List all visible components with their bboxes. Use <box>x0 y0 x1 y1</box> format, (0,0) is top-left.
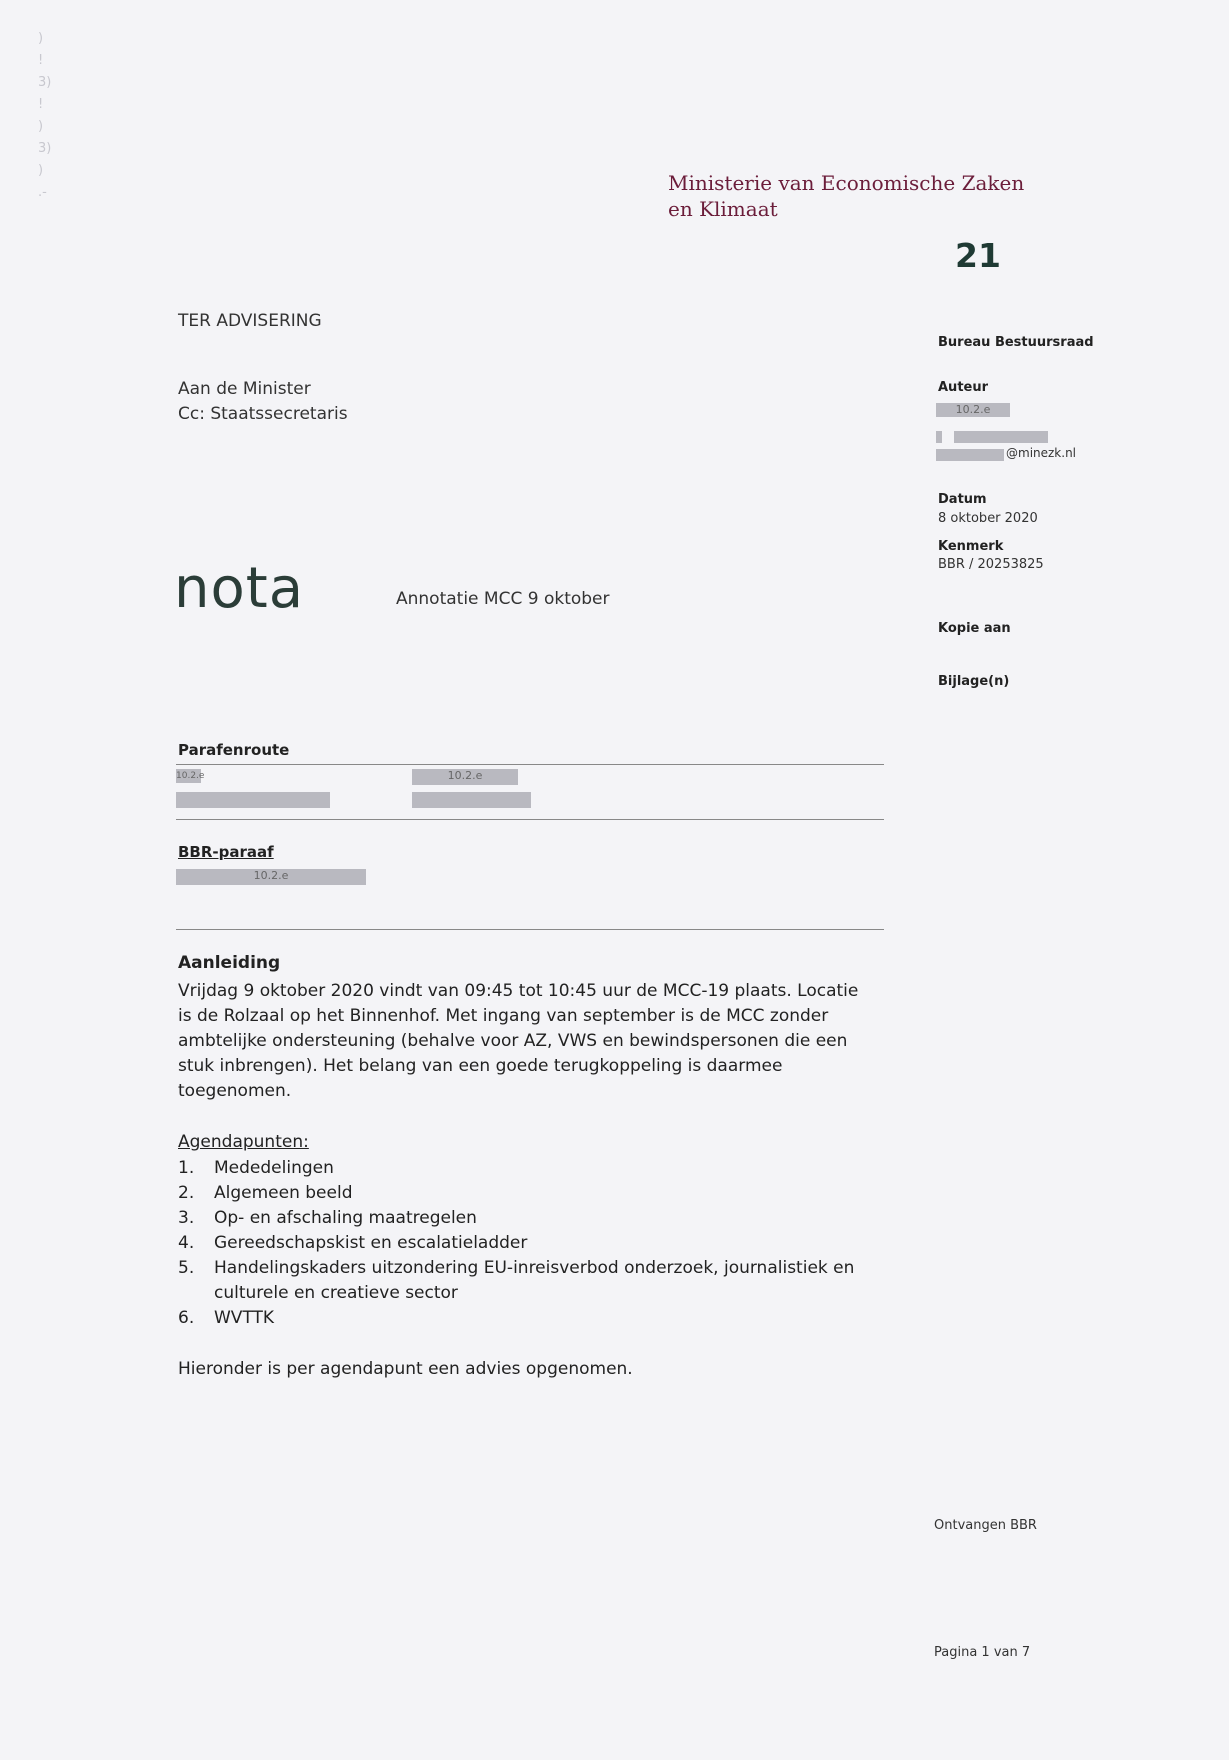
intro-line: stuk inbrengen). Het belang van een goede terugkoppeling is daarmee <box>178 1056 783 1076</box>
received-stamp: Ontvangen BBR <box>934 1518 1037 1533</box>
agenda-item-text: Mededelingen <box>214 1158 334 1178</box>
agenda-item-number: 6. <box>178 1308 195 1328</box>
sidebar-ref-value: BBR / 20253825 <box>938 557 1044 572</box>
ministry-name <box>668 170 1024 222</box>
divider <box>176 764 884 765</box>
intro-line: Vrijdag 9 oktober 2020 vindt van 09:45 tot 10:45 uur de MCC-19 plaats. Locatie <box>178 981 859 1001</box>
redaction-block <box>936 449 1004 461</box>
bbr-redaction: 10.2.e <box>176 869 366 885</box>
agenda-item-text: Handelingskaders uitzondering EU-inreisverbod onderzoek, journalistiek en culturele en creatieve sector <box>214 1258 855 1303</box>
advice-label: TER ADVISERING <box>178 311 322 331</box>
agenda-item <box>178 1306 898 1331</box>
redaction-block <box>936 431 942 443</box>
addressee-to: Aan de Minister <box>178 379 311 399</box>
sidebar-date-label: Datum <box>938 492 987 507</box>
intro-line: ambtelijke ondersteuning (behalve voor AZ, VWS en bewindspersonen die een <box>178 1031 848 1051</box>
agenda-item <box>178 1231 898 1256</box>
route-redaction-small: 10.2.e <box>176 771 205 781</box>
agenda-item <box>178 1181 898 1206</box>
agenda-item-number: 3. <box>178 1208 195 1228</box>
initials-route-label: Parafenroute <box>178 741 290 759</box>
ministry-line-1: Ministerie van Economische Zaken <box>668 171 1025 195</box>
agenda-item-number: 2. <box>178 1183 195 1203</box>
sidebar-author-label: Auteur <box>938 380 989 395</box>
agenda-item-number: 5. <box>178 1258 195 1278</box>
agenda-item <box>178 1206 898 1231</box>
agenda-item <box>178 1156 898 1181</box>
author-redaction: 10.2.e <box>936 403 1010 417</box>
divider <box>176 819 884 820</box>
intro-line: toegenomen. <box>178 1081 292 1101</box>
document-subject: Annotatie MCC 9 oktober <box>396 589 610 609</box>
agenda-item-text: Algemeen beeld <box>214 1183 353 1203</box>
agenda-item-text: Gereedschapskist en escalatieladder <box>214 1233 528 1253</box>
route-redaction-mid: 10.2.e <box>412 769 518 785</box>
author-email-suffix: @minezk.nl <box>1006 446 1077 460</box>
agenda-item-number: 4. <box>178 1233 195 1253</box>
redaction-block <box>176 792 330 808</box>
margin-stamp: ) ! 3) ! ) 3) ) .- <box>38 31 52 200</box>
redaction-block <box>954 431 1048 443</box>
intro-line: is de Rolzaal op het Binnenhof. Met ingang van september is de MCC zonder <box>178 1006 829 1026</box>
document-number: 21 <box>955 236 1001 275</box>
closing-sentence: Hieronder is per agendapunt een advies opgenomen. <box>178 1359 633 1379</box>
intro-heading: Aanleiding <box>178 953 281 973</box>
redaction-block <box>412 792 531 808</box>
sidebar-ref-label: Kenmerk <box>938 539 1004 554</box>
agenda-list <box>178 1156 898 1331</box>
ministry-line-2: en Klimaat <box>668 197 778 221</box>
bbr-initials-label: BBR-paraaf <box>178 843 274 861</box>
agenda-item-number: 1. <box>178 1158 195 1178</box>
divider <box>176 929 884 930</box>
sidebar-copy-label: Kopie aan <box>938 621 1011 636</box>
addressee-cc: Cc: Staatssecretaris <box>178 404 348 424</box>
agenda-item <box>178 1256 898 1306</box>
agenda-item-text: Op- en afschaling maatregelen <box>214 1208 477 1228</box>
agenda-heading: Agendapunten: <box>178 1132 309 1152</box>
addressee <box>178 377 348 427</box>
page-number: Pagina 1 van 7 <box>934 1645 1031 1660</box>
sidebar-attachments-label: Bijlage(n) <box>938 674 1010 689</box>
sidebar-date-value: 8 oktober 2020 <box>938 511 1038 526</box>
intro-paragraph <box>178 979 858 1104</box>
sidebar-department: Bureau Bestuursraad <box>938 335 1094 350</box>
document-type: nota <box>174 556 305 621</box>
agenda-item-text: WVTTK <box>214 1308 275 1328</box>
